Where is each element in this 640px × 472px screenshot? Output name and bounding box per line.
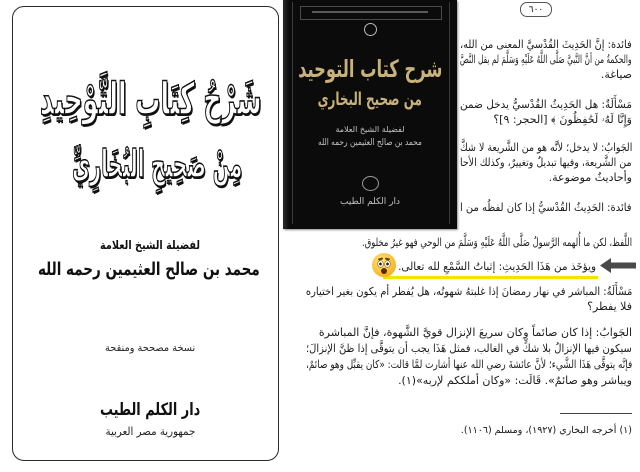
text-line-content: سيكون فيها الإنزالُ بلا شكٍّ في الغالب، فمثل هَذَا يجب أن يتوقَّى إذا ظنَّ الإنزالَ؛: [306, 342, 632, 355]
text-line-content: وَإِنَّا لَهُۥ لَحَٰفِظُونَ ﴾ [الحجر: ٩]؟: [493, 113, 632, 126]
page-number-text: ٦٠٠: [528, 4, 544, 15]
title-page-publisher-location: [105, 423, 195, 439]
title-page-publisher: [100, 398, 200, 422]
text-line: [460, 200, 632, 215]
title-page-author-prefix: [100, 236, 200, 254]
text-line-content: الجَوابُ: لا يدخل؛ لأنَّه هو من الشَّريعة لا شكَّ: [459, 141, 632, 154]
text-line: [306, 341, 632, 356]
text-line: [306, 284, 632, 299]
highlighted-line: [398, 259, 596, 274]
text-line: [460, 97, 632, 112]
text-line: [306, 357, 632, 372]
text-line: [306, 325, 632, 340]
text-line: [460, 140, 632, 155]
text-line-content: اللَّفظ، لكن ما أُلهمه الرَّسولُ صَلَّى اللَّهُ عَلَيْهِ وَسَلَّمَ من الوحي فهو غيرُ مخلوق.: [361, 236, 632, 249]
page-number: [520, 2, 552, 17]
highlighted-line-text: ويؤخَذ من هَذَا الحَدِيثِ: إثباتُ السَّمْعِ لله تعالى.: [398, 260, 596, 273]
book-cover-publisher: [338, 196, 402, 208]
cover-title-line1-text: شرح كتاب التوحيد: [297, 55, 443, 83]
book-cover-series-band-line: [312, 11, 428, 13]
publisher-text: دار الكلم الطيب: [99, 400, 201, 420]
emoji-brow-right: [385, 257, 390, 260]
book-cover-author-prefix: [335, 124, 405, 135]
text-line: [306, 299, 632, 314]
text-line-content: مَسْأَلَةٌ: المباشر في نهار رمضانَ إذا غلبتهُ شهوتُه، هل يُفطر أم يكون بغير اختياره: [305, 285, 632, 298]
text-line: [460, 112, 632, 127]
cover-author-name-text: محمد بن صالح العثيمين رحمه الله: [318, 138, 422, 148]
publisher-location-text: جمهورية مصر العربية: [105, 424, 195, 438]
text-line-content: فإنَّه يتوقَّى هَذَا الشَّيء؛ لأنَّ عائشةَ رضي الله عنها أشارت لمَّا قالت: «كان يقبِّل وهو صائمٌ،: [305, 358, 632, 371]
cover-author-prefix-text: لفضيلة الشيخ العلامة: [335, 125, 405, 134]
footnote: [430, 424, 632, 437]
book-cover-emblem-icon: [364, 23, 377, 36]
book-cover-series-band: [300, 6, 442, 20]
title-page-title-line2: [72, 134, 242, 194]
footnote-separator: [560, 413, 632, 414]
author-name-text: محمد بن صالح العثيمين رحمه الله: [38, 258, 260, 280]
text-line: [460, 52, 632, 67]
book-cover-title-line1: [298, 52, 442, 86]
text-line-content: صياغة.: [600, 68, 632, 81]
highlight-underline: [383, 276, 598, 279]
text-line: [460, 155, 632, 170]
text-line-content: الجَوابُ: إذا كان صائماً وكان سريعَ الإنزال قويَّ الشَّهوة، فإنَّ المباشرة: [318, 326, 632, 339]
text-line-content: مَسْأَلَةٌ: هل الحَدِيثُ القُدْسيُّ يدخل ضمن: [460, 98, 632, 111]
book-cover-author-name: [318, 137, 422, 149]
text-line: [306, 373, 632, 388]
author-prefix-text: لفضيلة الشيخ العلامة: [100, 238, 200, 252]
text-line-content: ويباشر وهو صائمٌ». قَالَت: «وكان أملككم لإربه»(١).: [398, 374, 632, 387]
cover-publisher-text: دار الكلم الطيب: [340, 197, 400, 207]
text-line-content: من الشَّريعة، وفيها تبديلٌ وتغييرٌ، وكذلك الأحا: [460, 156, 632, 169]
edition-note-text: نسخة مصححة ومنقحة: [104, 342, 196, 354]
book-cover-publisher-logo-icon: [362, 176, 379, 191]
title-page-edition-note: [105, 341, 195, 355]
arrow-shape: [600, 258, 636, 273]
title-page-title-line1: [40, 66, 262, 132]
text-line: [460, 170, 632, 185]
text-line-content: فلا يفطر؟: [587, 300, 632, 313]
left-arrow-icon: [600, 258, 636, 273]
title-page-author-name: [38, 256, 260, 282]
emoji-mouth: [381, 268, 387, 274]
title-line1-text: شَرْحُ كِتَابِ التَّوْحِيدِ: [40, 73, 262, 125]
emoji-eye-right: [385, 261, 390, 267]
title-line2-text: مِنْ صَحِيحِ البُخَارِيِّ: [71, 142, 243, 186]
book-cover-spine: [283, 0, 289, 229]
text-line-content: وأحاديثُ موضوعة.: [548, 171, 632, 184]
emoji-brow-left: [378, 257, 383, 260]
book-cover-title-line2: [318, 86, 422, 112]
emoji-eye-left: [378, 261, 383, 267]
text-line-content: فائدة: الحَدِيثُ القُدْسيُّ إذا كان لفظُه من ا: [460, 201, 632, 214]
astonished-face-icon: [372, 253, 396, 277]
text-line: [362, 235, 632, 250]
text-line-content: والحكمةُ من أنَّ النَّبيَّ صَلَّى اللَّهُ عَلَيْهِ وَسَلَّمَ لم يقل النَّصَّ: [460, 53, 632, 66]
text-line: [460, 67, 632, 82]
cover-title-line2-text: من صحيح البخاري: [317, 88, 423, 110]
footnote-text: (١) أخرجه البخاري (١٩٢٧)، ومسلم (١١٠٦).: [460, 425, 632, 436]
text-line: [460, 37, 632, 52]
text-line-content: فائدة: إنَّ الحَدِيثَ القُدْسيَّ المعنى من الله،: [460, 38, 632, 51]
